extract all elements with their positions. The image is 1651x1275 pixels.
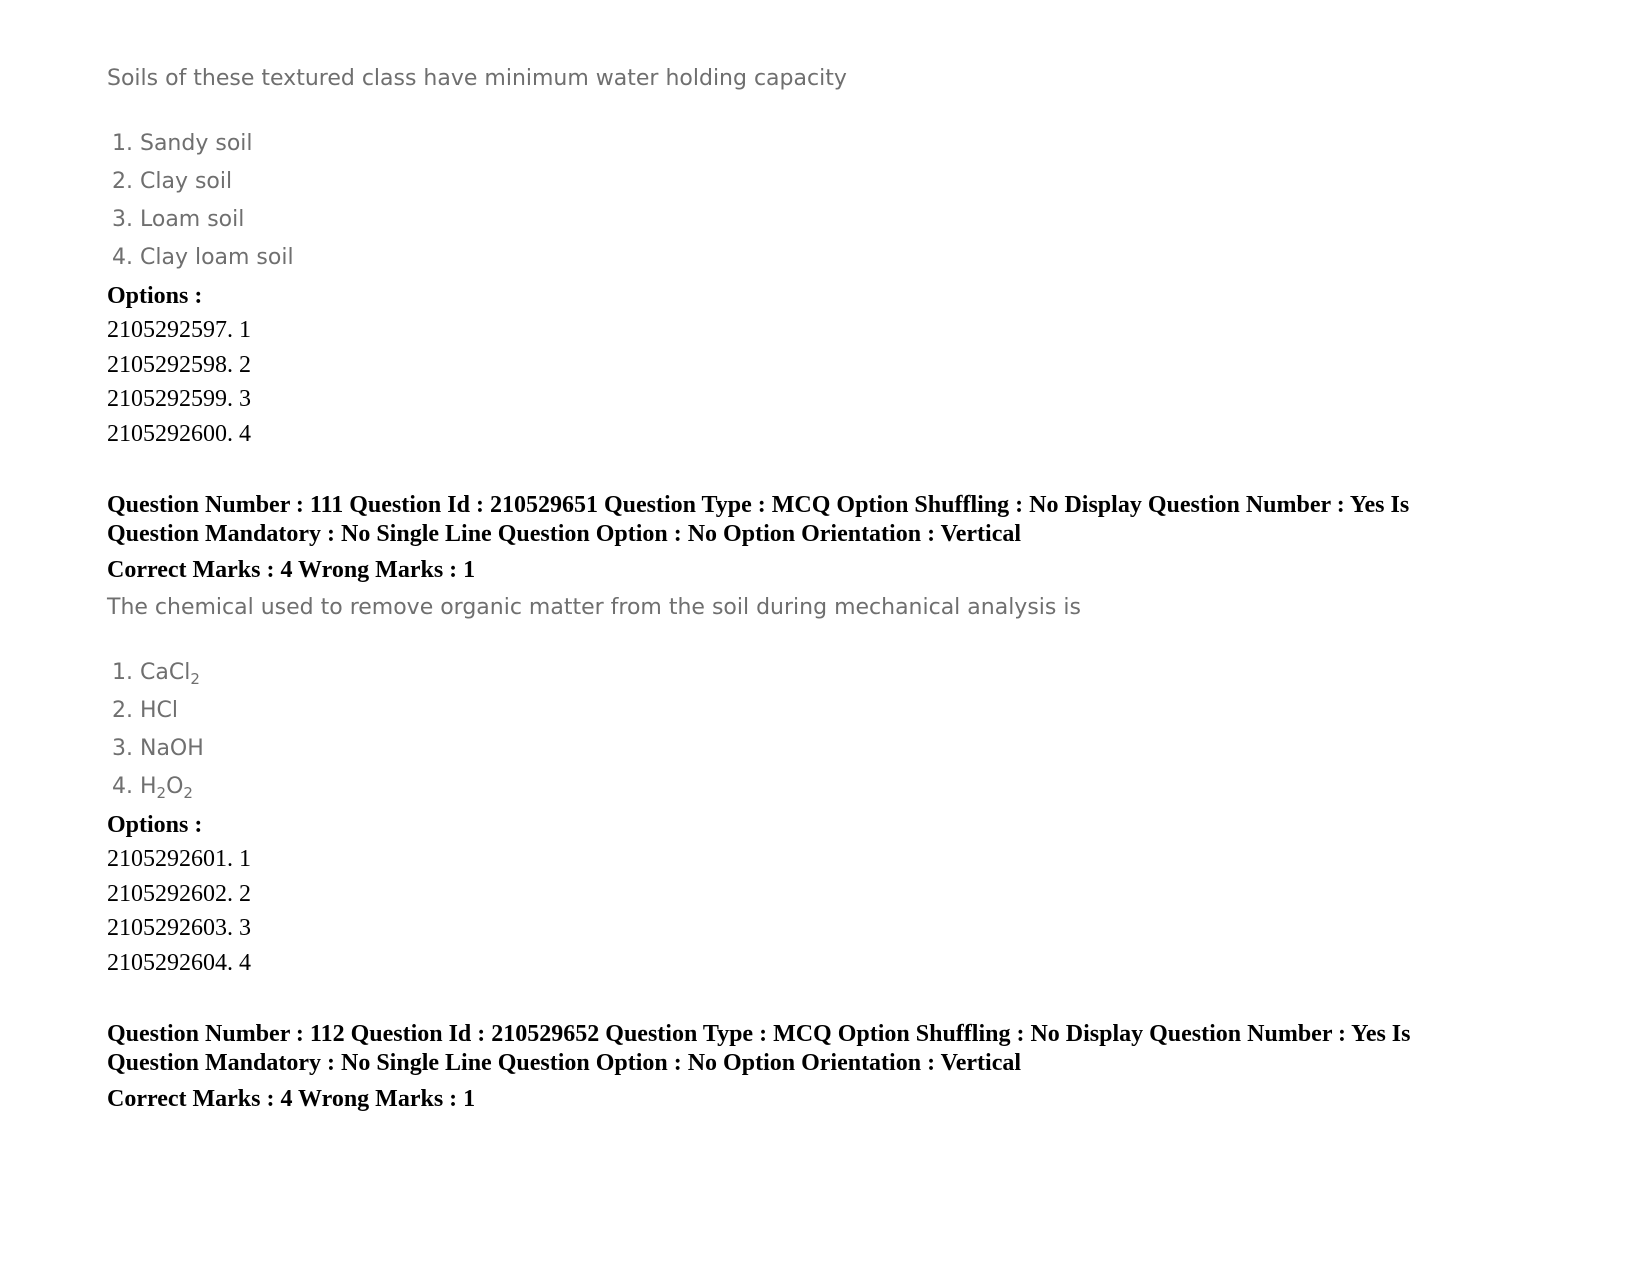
option-id-row: 2105292603. 3 — [107, 915, 251, 941]
choice-item: 1. Sandy soil — [112, 131, 253, 156]
option-id-row: 2105292599. 3 — [107, 386, 251, 412]
option-id-row: 2105292601. 1 — [107, 846, 251, 872]
choice-text: 1. CaCl — [112, 660, 191, 685]
marks-line: Correct Marks : 4 Wrong Marks : 1 — [107, 557, 476, 583]
choice-item — [112, 692, 1547, 730]
subscript: 2 — [190, 670, 200, 688]
question-meta-line: Question Number : 112 Question Id : 210529652 Question Type : MCQ Option Shuffling : No Display Question Number : Yes Is — [107, 1021, 1411, 1047]
subscript: 2 — [183, 784, 193, 802]
subscript: 2 — [156, 784, 167, 802]
options-label: Options : — [107, 283, 203, 309]
choice-item: 4. Clay loam soil — [112, 245, 294, 270]
marks-line: Correct Marks : 4 Wrong Marks : 1 — [107, 1086, 476, 1112]
choice-item — [112, 768, 1547, 806]
choice-text: 4. H — [112, 774, 157, 799]
question-meta-line: Question Mandatory : No Single Line Question Option : No Option Orientation : Vertical — [107, 521, 1022, 547]
option-id-row: 2105292604. 4 — [107, 949, 251, 976]
question-110 — [107, 62, 1547, 451]
choice-list — [107, 125, 1547, 277]
option-id-row: 2105292597. 1 — [107, 317, 251, 343]
option-id-row: 2105292598. 2 — [107, 351, 251, 378]
option-id-row: 2105292600. 4 — [107, 420, 251, 447]
question-111 — [107, 491, 1547, 980]
choice-item — [112, 654, 1547, 692]
choice-list — [107, 654, 1547, 806]
question-meta — [107, 1020, 1547, 1078]
choice-text: O — [166, 774, 184, 799]
question-112 — [107, 1020, 1547, 1116]
question-meta-line: Question Number : 111 Question Id : 210529651 Question Type : MCQ Option Shuffling : No Display Question Number : Yes Is — [107, 492, 1410, 518]
options-label: Options : — [107, 812, 203, 838]
choice-item: 2. Clay soil — [112, 169, 233, 194]
choice-item — [112, 730, 1547, 768]
question-meta — [107, 491, 1547, 549]
question-text: Soils of these textured class have minimum water holding capacity — [107, 66, 847, 91]
document-page — [107, 62, 1547, 1116]
question-meta-line: Question Mandatory : No Single Line Question Option : No Option Orientation : Vertical — [107, 1050, 1022, 1076]
choice-text: 2. HCl — [112, 698, 178, 723]
choice-text: 3. NaOH — [112, 736, 204, 761]
choice-item: 3. Loam soil — [112, 207, 245, 232]
option-id-row: 2105292602. 2 — [107, 880, 251, 907]
question-text: The chemical used to remove organic matter from the soil during mechanical analysis is — [107, 595, 1081, 620]
